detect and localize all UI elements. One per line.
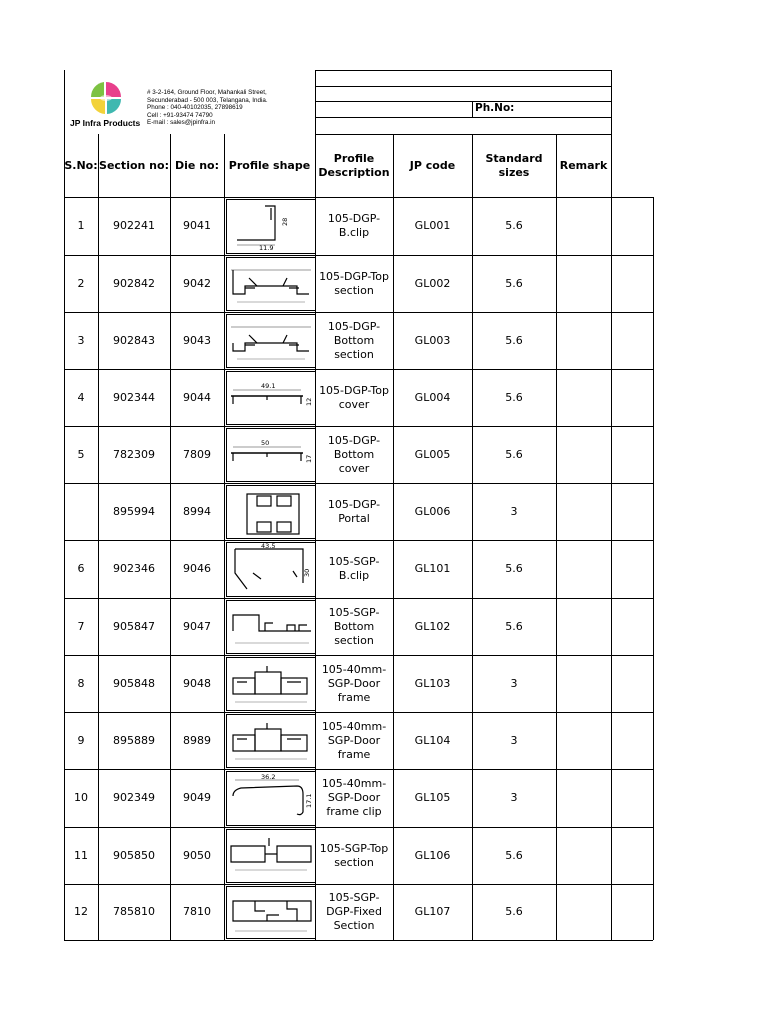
row-description: 105-40mm-SGP-Door frame [321,719,387,761]
profile-shape-drawing [226,714,316,768]
row-section-no: 905847 [113,619,155,633]
row-remark [556,369,611,426]
row-sno: 8 [77,676,85,690]
row-sno: 5 [77,447,85,461]
col-description-header: Profile Description [318,151,390,179]
col-die-header: Die no: [175,158,219,172]
row-size: 5.6 [505,390,523,404]
row-jp-code: GL101 [414,562,451,575]
info-box-line [315,70,316,134]
row-remark [556,255,611,312]
col-sizes-header: Standard sizes [485,151,543,179]
row-die-no: 9042 [183,276,211,290]
row-size: 5.6 [505,219,523,232]
row-section-no: 905850 [113,848,155,862]
row-size: 3 [510,676,518,690]
row-die-no: 7810 [183,905,211,918]
company-name: JP Infra Products [70,118,141,128]
row-jp-code: GL102 [414,619,451,633]
row-remark [556,712,611,769]
row-description: 105-SGP-B.clip [328,555,380,582]
row-description: 105-DGP-Top cover [319,383,389,411]
row-sno: 12 [74,905,88,918]
row-sno: 4 [77,390,85,404]
row-sno [64,483,98,540]
profile-shape-drawing [226,314,316,368]
profile-shape-drawing [226,257,316,311]
row-sno: 10 [74,791,88,804]
col-section-header: Section no: [99,158,169,172]
profile-shape-drawing [226,485,316,539]
row-section-no: 902241 [113,219,155,232]
row-remark [556,426,611,483]
row-die-no: 9041 [183,219,211,232]
address-line: Cell : +91-93474 74790 [147,111,213,119]
row-die-no: 9043 [183,333,211,347]
info-box-line [315,70,611,71]
profile-shape-drawing [226,657,316,711]
svg-text:17: 17 [305,454,313,463]
row-sno: 1 [77,219,85,232]
grid-vline [611,70,612,940]
row-size: 5.6 [505,562,523,575]
row-description: 105-40mm-SGP-Door frame clip [321,777,387,818]
row-sno: 2 [77,276,85,290]
row-jp-code: GL002 [414,276,451,290]
row-jp-code: GL106 [414,848,451,862]
row-size: 5.6 [505,333,523,347]
address-line: E-mail : sales@jpinfra.in [147,119,215,127]
info-box-line [315,117,611,118]
row-sno: 7 [77,619,85,633]
info-box-line [472,101,473,117]
row-jp-code: GL006 [414,504,451,518]
row-sno: 9 [77,733,85,747]
row-section-no: 902349 [113,791,155,804]
row-description: 105-SGP-Bottom section [328,605,380,647]
row-section-no: 905848 [113,676,155,690]
row-jp-code: GL107 [414,905,451,918]
row-size: 3 [510,504,518,518]
row-section-no: 902843 [113,333,155,347]
svg-text:12: 12 [305,397,313,406]
row-section-no: 782309 [113,447,155,461]
profile-shape-drawing [226,886,316,939]
svg-text:30: 30 [303,568,311,577]
svg-text:50: 50 [261,439,270,447]
row-description: 105-DGP-Top section [319,269,389,297]
grid-hline [64,940,653,941]
svg-text:36.2: 36.2 [261,773,276,781]
profile-shape-drawing [226,600,316,654]
row-remark [556,483,611,540]
row-description: 105-DGP-Portal [327,497,381,525]
svg-text:43.5: 43.5 [261,543,276,550]
row-size: 5.6 [505,619,523,633]
profile-shape-drawing [226,428,316,482]
grid-vline [653,197,654,940]
row-description: 105-DGP-Bottom section [327,319,381,361]
row-section-no: 902842 [113,276,155,290]
row-jp-code: GL004 [414,390,451,404]
row-die-no: 9048 [183,676,211,690]
svg-text:28: 28 [281,217,289,226]
svg-text:11.9: 11.9 [259,244,274,252]
row-jp-code: GL001 [414,219,451,232]
row-section-no: 902344 [113,390,155,404]
row-section-no: 895994 [113,504,155,518]
info-box-line [315,101,611,102]
col-remark-header: Remark [559,158,608,172]
company-header [64,70,314,134]
row-remark [556,197,611,255]
row-remark [556,312,611,369]
row-remark [556,540,611,598]
row-section-no: 785810 [113,905,155,918]
phone-label: Ph.No: [475,102,515,114]
row-die-no: 9046 [183,562,211,575]
row-description: 105-SGP-DGP-Fixed Section [326,891,382,932]
row-remark [556,884,611,940]
address-line: Secunderabad - 500 003, Telangana, India. [147,96,268,104]
row-description: 105-SGP-Top section [319,841,389,869]
row-description: 105-40mm-SGP-Door frame [321,662,387,704]
row-sno: 11 [74,848,88,862]
row-sno: 3 [77,333,85,347]
profile-shape-drawing [226,542,316,597]
row-jp-code: GL105 [414,791,451,804]
profile-shape-drawing [226,199,316,254]
row-jp-code: GL104 [414,733,451,747]
row-die-no: 9044 [183,390,211,404]
col-code-header: JP code [409,158,456,172]
company-address [147,89,317,127]
address-line: # 3-2-164, Ground Floor, Mahankali Street, [147,89,267,96]
row-jp-code: GL003 [414,333,451,347]
col-shape-header: Profile shape [228,158,311,172]
row-die-no: 8989 [183,733,211,747]
row-description: 105-DGP-Bottom cover [327,433,381,475]
company-logo [86,78,126,118]
row-die-no: 8994 [183,504,211,518]
row-size: 5.6 [505,276,523,290]
row-die-no: 9049 [183,791,211,804]
row-size: 5.6 [505,447,523,461]
profile-shape-drawing [226,771,316,826]
profile-shape-drawing [226,829,316,883]
row-die-no: 7809 [183,447,211,461]
profile-shape-drawing [226,371,316,425]
row-section-no: 902346 [113,562,155,575]
row-size: 3 [510,733,518,747]
row-sno: 6 [77,562,85,575]
row-jp-code: GL103 [414,676,451,690]
row-remark [556,769,611,827]
row-remark [556,827,611,884]
row-size: 5.6 [505,905,523,918]
info-box-line [315,86,611,87]
row-die-no: 9050 [183,848,211,862]
row-section-no: 895889 [113,733,155,747]
svg-text:17.1: 17.1 [305,793,313,808]
svg-text:49.1: 49.1 [261,382,276,390]
row-die-no: 9047 [183,619,211,633]
row-description: 105-DGP-B.clip [327,212,381,239]
row-size: 5.6 [505,848,523,862]
col-sno-header: S.No: [64,158,98,172]
row-remark [556,598,611,655]
row-remark [556,655,611,712]
row-jp-code: GL005 [414,447,451,461]
address-line: Phone : 040-40102035, 27898619 [147,104,243,112]
row-size: 3 [510,791,518,804]
